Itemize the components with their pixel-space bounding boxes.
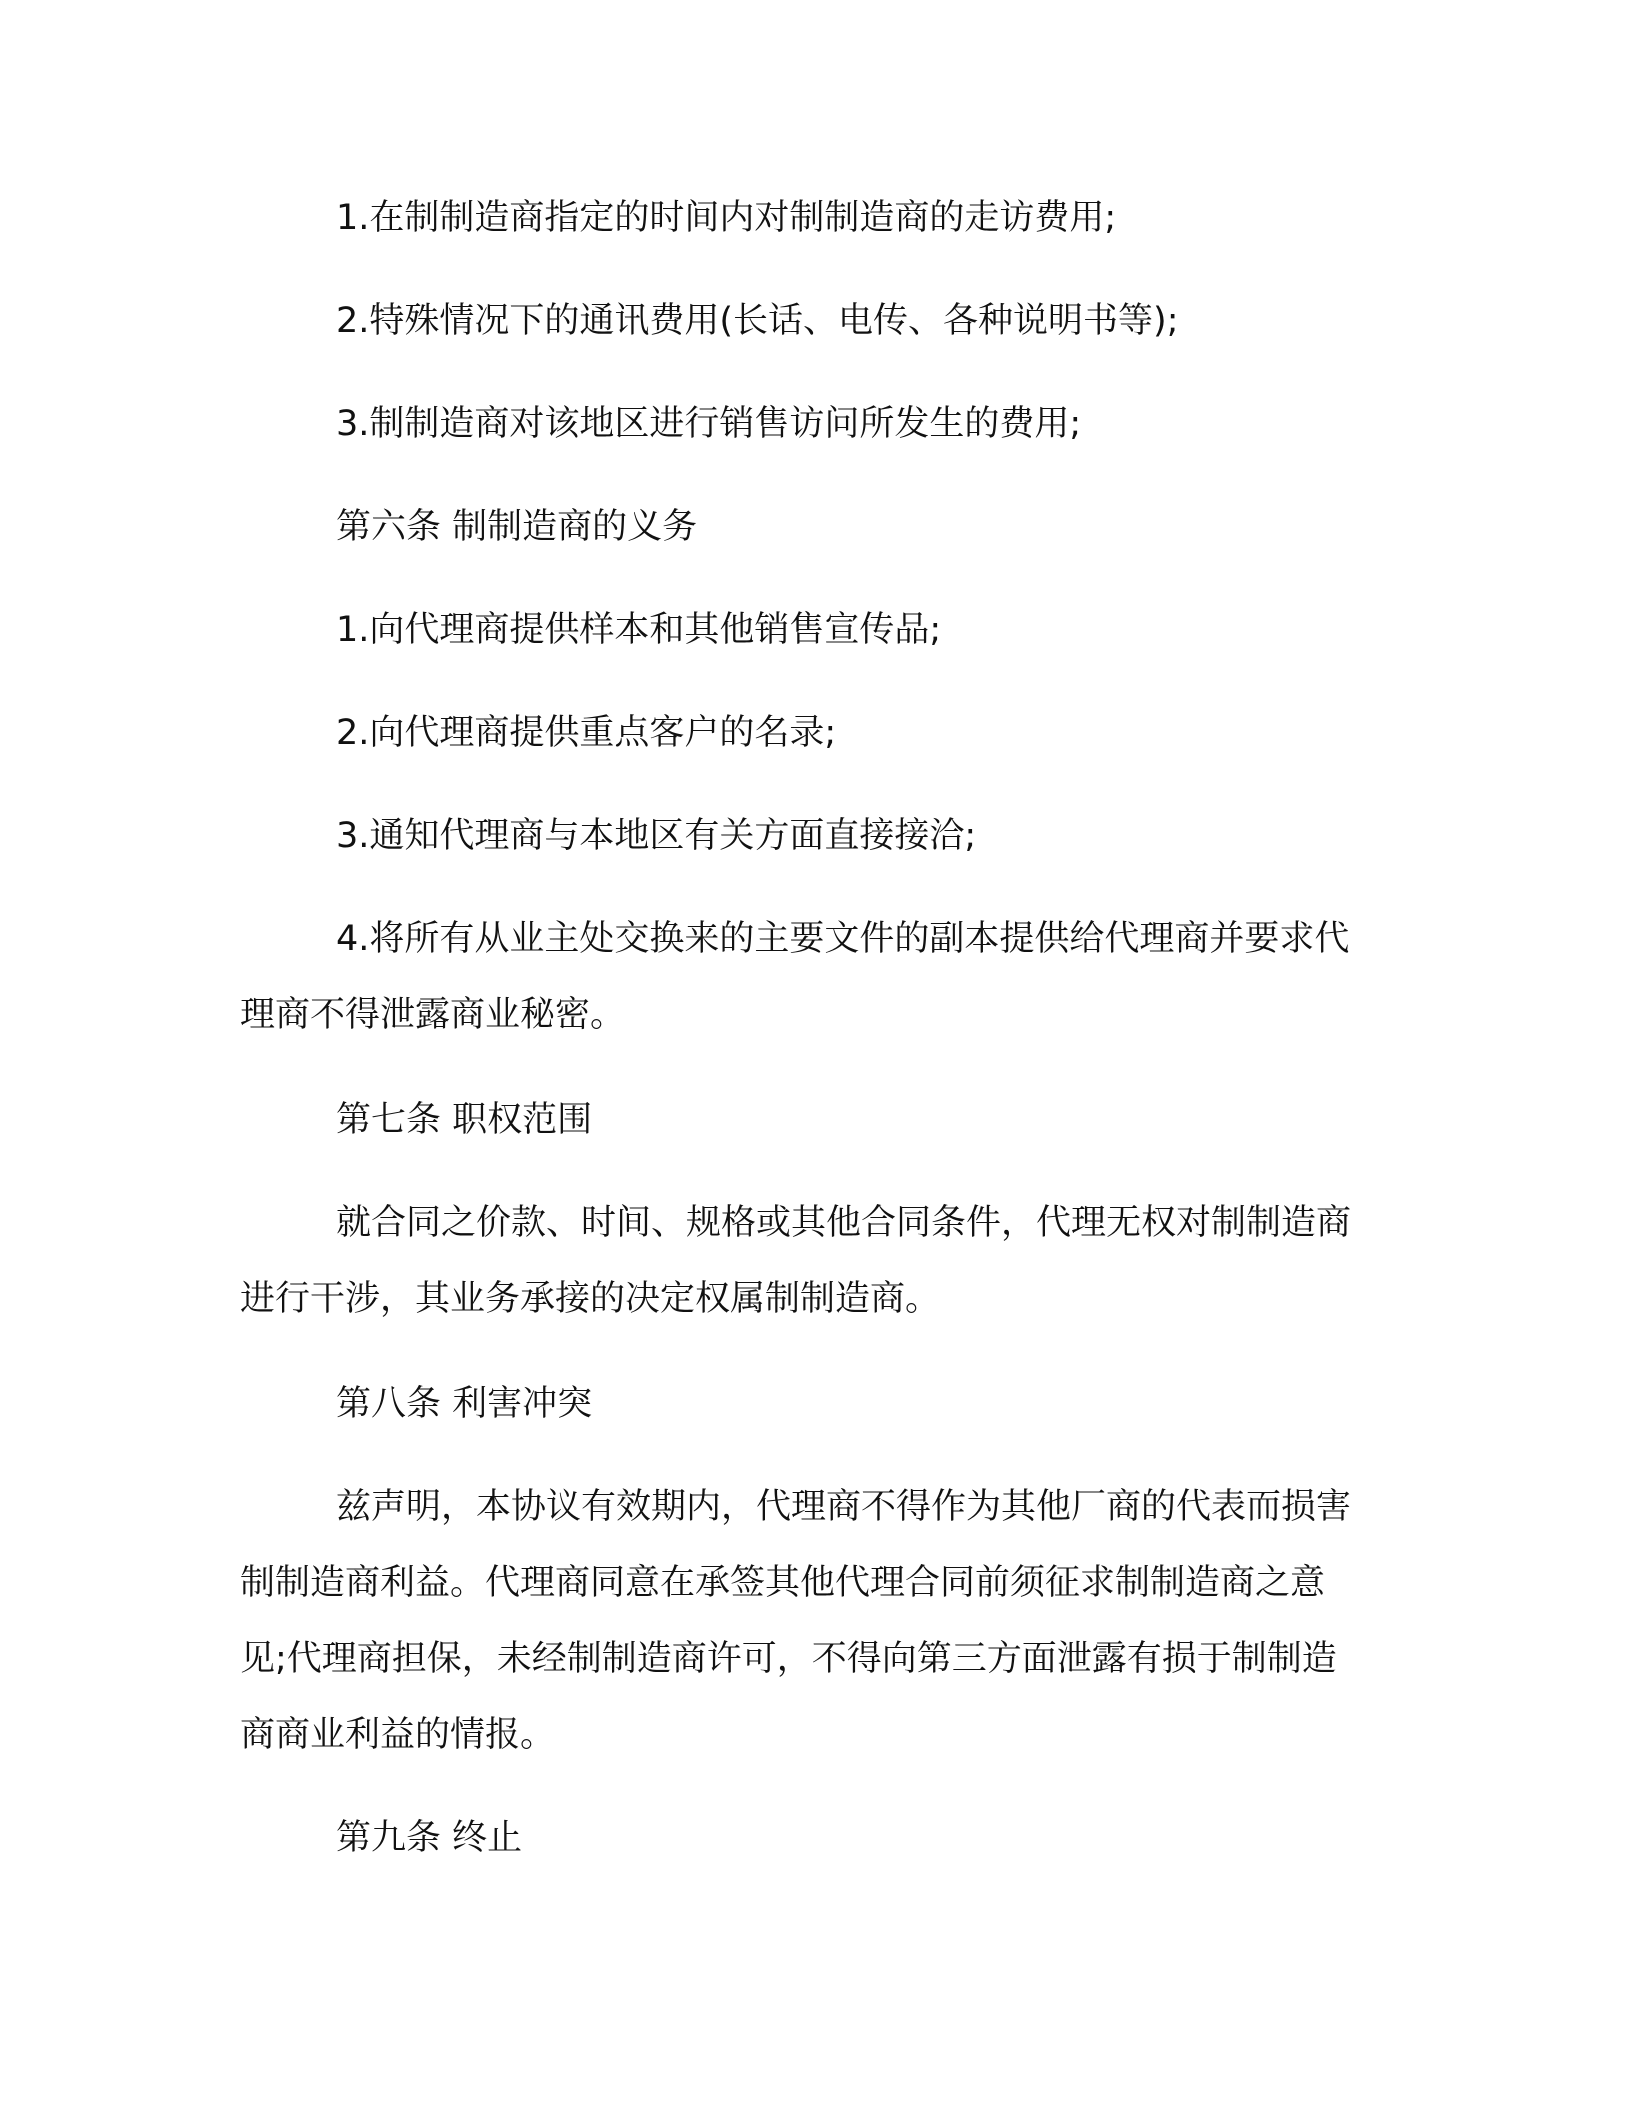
expense-item-1: 1.在制制造商指定的时间内对制制造商的走访费用; (336, 198, 1117, 238)
article-6-heading: 第六条 制制造商的义务 (336, 507, 698, 547)
article-7-heading: 第七条 职权范围 (336, 1100, 593, 1140)
obligation-item-1: 1.向代理商提供样本和其他销售宣传品; (336, 610, 942, 650)
article-8-heading: 第八条 利害冲突 (336, 1384, 593, 1424)
expense-item-2: 2.特殊情况下的通讯费用(长话、电传、各种说明书等); (336, 301, 1179, 341)
article-8-body: 兹声明，本协议有效期内，代理商不得作为其他厂商的代表而损害制制造商利益。代理商同意在承签其他代理合同前须征求制制造商之意见;代理商担保，未经制制造商许可，不得向第三方面泄露有损于制制造商商业利益的情报。 (240, 1487, 1352, 1755)
obligation-item-2: 2.向代理商提供重点客户的名录; (336, 713, 837, 753)
article-7-body: 就合同之价款、时间、规格或其他合同条件，代理无权对制制造商进行干涉，其业务承接的决定权属制制造商。 (240, 1203, 1352, 1319)
article-9-heading: 第九条 终止 (336, 1818, 523, 1858)
obligation-item-3: 3.通知代理商与本地区有关方面直接接洽; (336, 816, 977, 856)
obligation-item-4: 4.将所有从业主处交换来的主要文件的副本提供给代理商并要求代理商不得泄露商业秘密。 (240, 919, 1350, 1035)
expense-item-3: 3.制制造商对该地区进行销售访问所发生的费用; (336, 404, 1082, 444)
